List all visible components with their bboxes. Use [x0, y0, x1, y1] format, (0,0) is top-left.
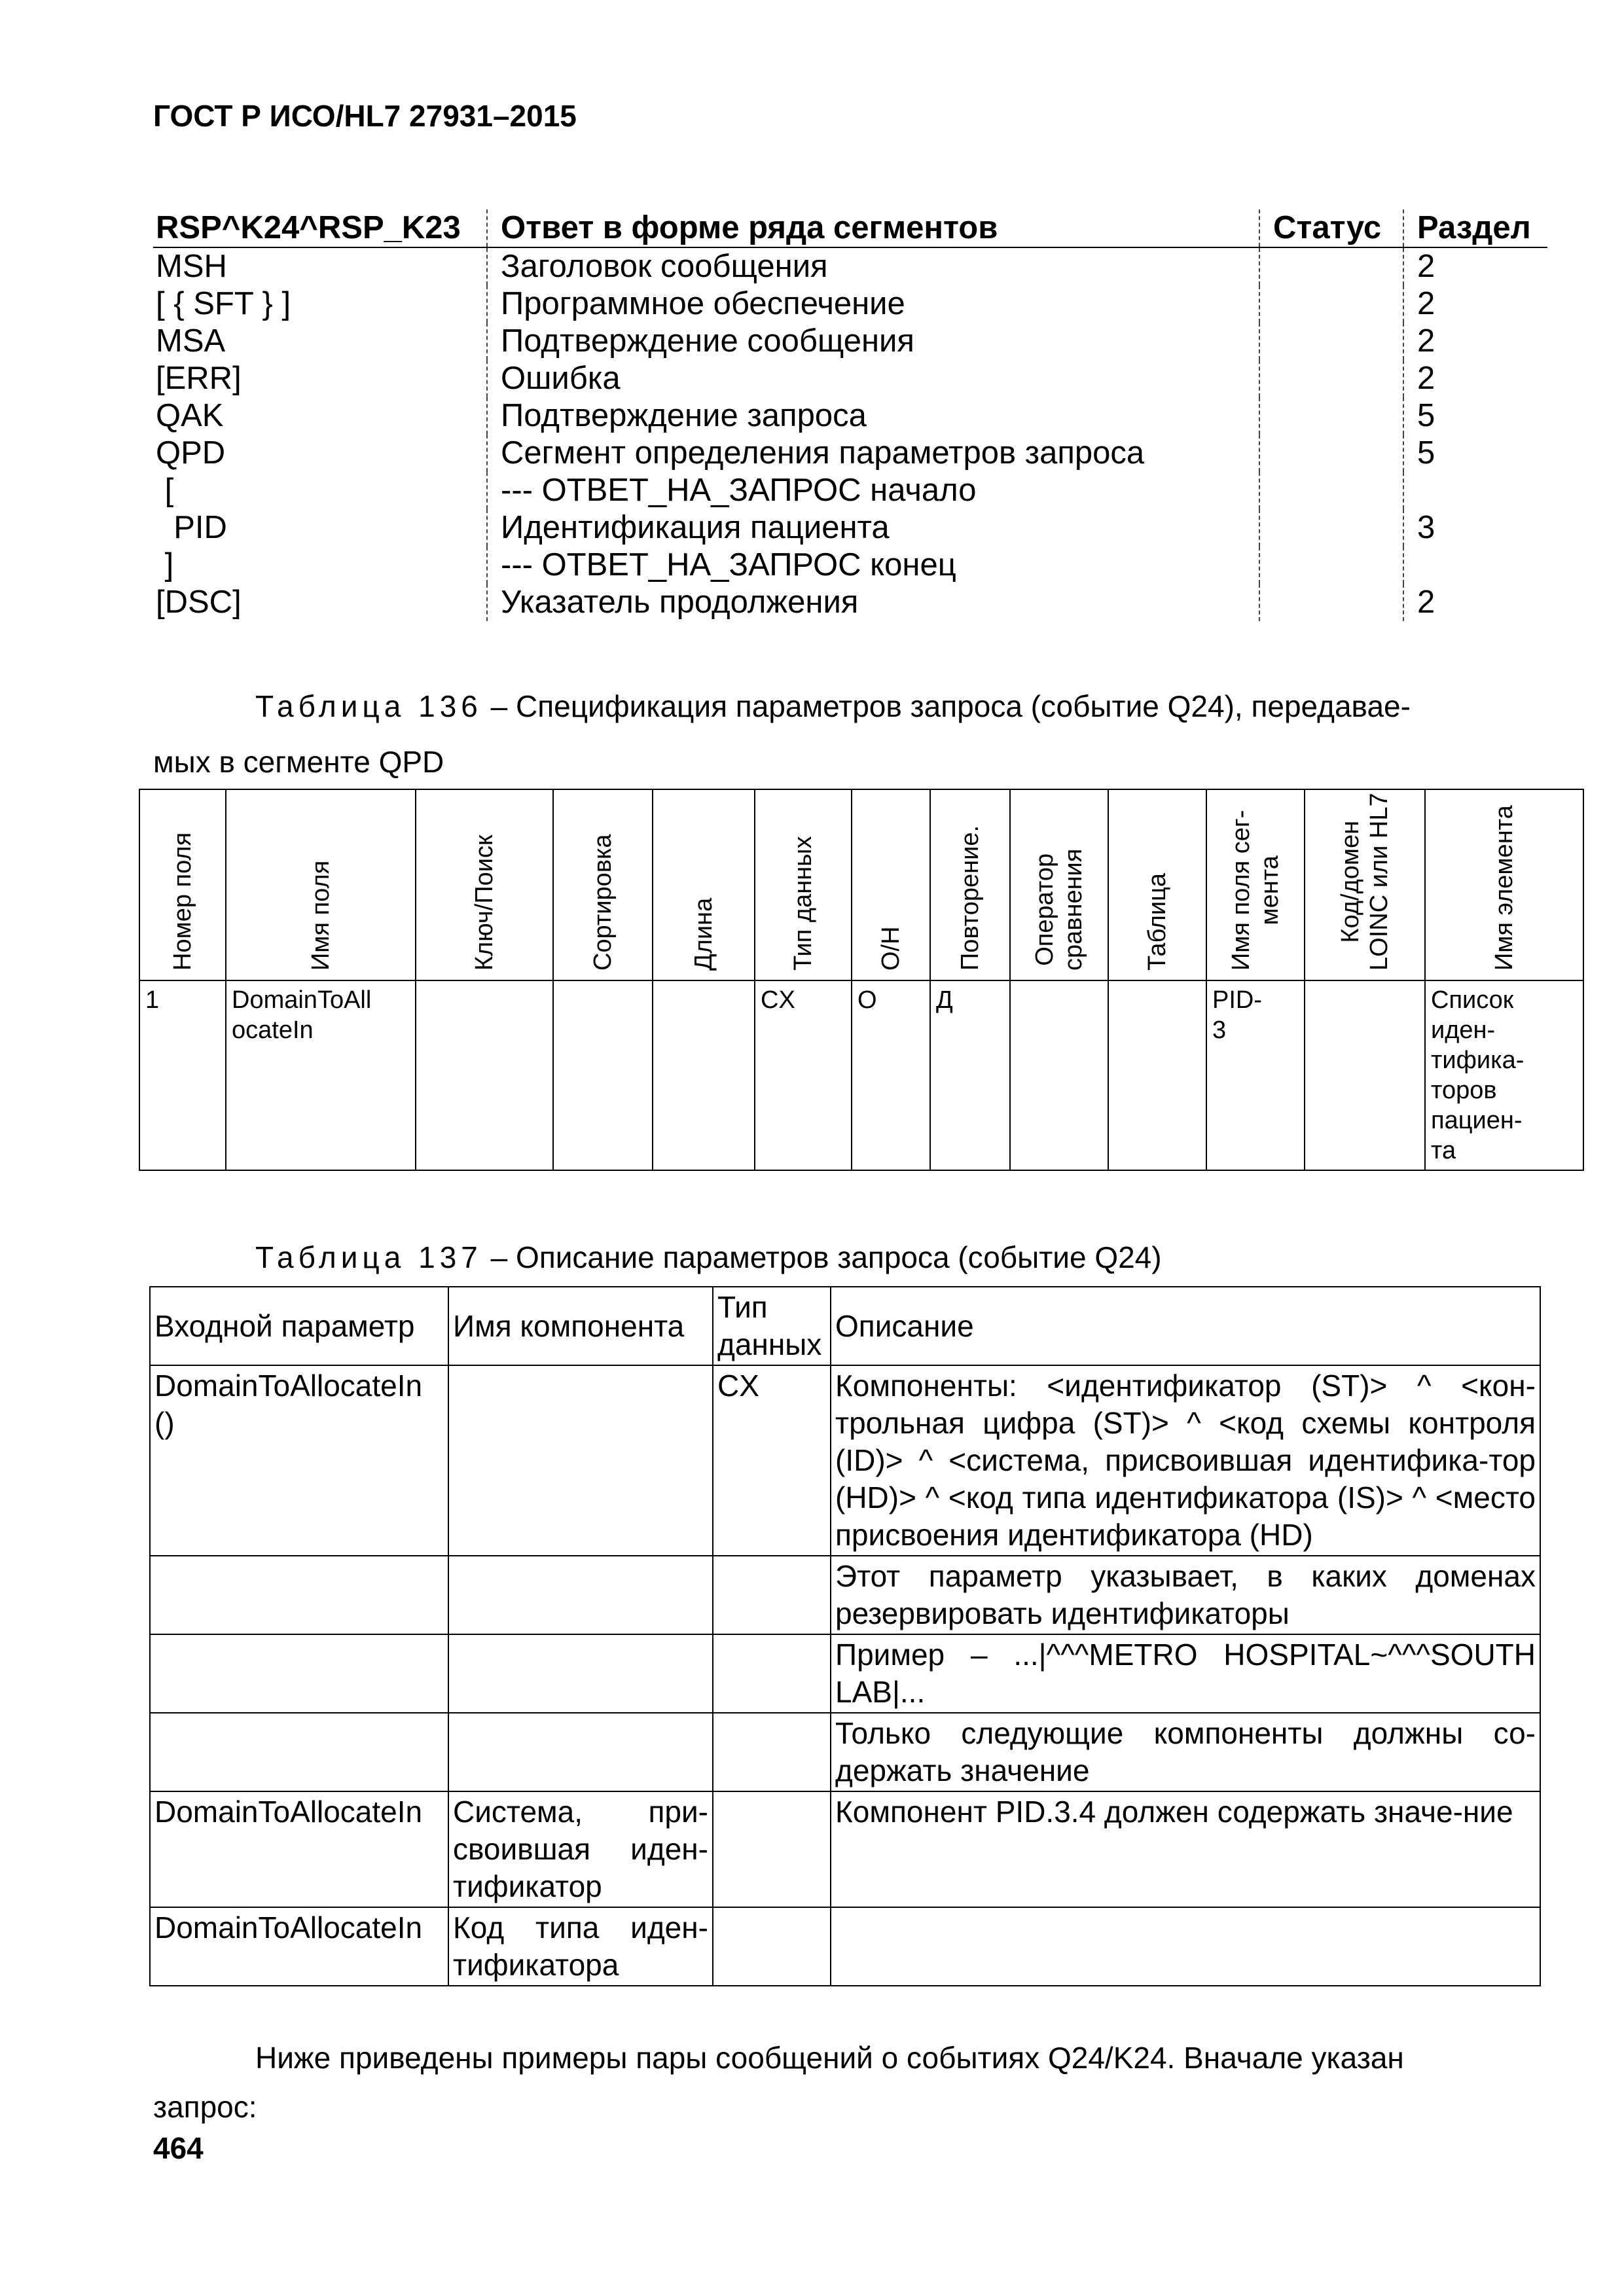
t136-cell: О	[852, 980, 930, 1170]
msg-table-cell: 2	[1403, 323, 1547, 360]
t136-header-label: Таблица	[1144, 873, 1171, 971]
t136-cell: 1	[139, 980, 226, 1170]
t136-header-label: Повторение.	[956, 825, 984, 971]
msg-table-cell: QPD	[156, 435, 226, 471]
msg-table-cell: 3	[1403, 509, 1547, 547]
t137-row	[150, 1713, 1540, 1791]
msg-table-row	[153, 247, 1547, 285]
t136-cell	[416, 980, 553, 1170]
msg-table-row	[153, 360, 1547, 397]
msg-table-row	[153, 397, 1547, 435]
t137-cell: DomainToAllocateIn ()	[150, 1365, 448, 1556]
msg-table-header-cell: Ответ в форме ряда сегментов	[487, 209, 1259, 247]
msg-table-cell	[1259, 247, 1403, 285]
table136-caption-cont: мых в сегменте QPD	[153, 745, 444, 779]
msg-table-cell	[1403, 472, 1547, 509]
document-header: ГОСТ Р ИСО/HL7 27931–2015	[153, 99, 577, 133]
msg-table-cell: MSA	[156, 323, 226, 359]
msg-table-cell	[1259, 547, 1403, 584]
t137-row	[150, 1634, 1540, 1713]
t136-header-label: Сортировка	[589, 834, 617, 971]
t136-header-cell	[1425, 789, 1583, 980]
t136-header-cell	[1010, 789, 1108, 980]
footer-paragraph-line2: запрос:	[153, 2090, 257, 2124]
t136-cell: PID- 3	[1206, 980, 1305, 1170]
msg-table-cell: 5	[1403, 397, 1547, 435]
t137-cell: Этот параметр указывает, в каких доменах резервировать идентификаторы	[831, 1556, 1540, 1634]
msg-table-cell: Подтверждение запроса	[487, 397, 1259, 435]
t136-header-cell	[1108, 789, 1206, 980]
t137-cell	[448, 1556, 713, 1634]
t137-cell	[448, 1365, 713, 1556]
t136-header-cell	[755, 789, 852, 980]
msg-table-header-cell: Раздел	[1403, 209, 1547, 247]
t136-header-label: О/Н	[877, 926, 905, 971]
t136-header-cell	[553, 789, 653, 980]
t137-cell	[150, 1634, 448, 1713]
msg-table-cell: Программное обеспечение	[487, 285, 1259, 323]
t137-row	[150, 1556, 1540, 1634]
table136-caption-label: Таблица 136	[255, 689, 482, 723]
table136-caption	[255, 687, 1411, 725]
t136-cell	[553, 980, 653, 1170]
t136-header-label: Длина	[690, 897, 717, 971]
msg-table-cell: 2	[1403, 247, 1547, 285]
t136-header-cell	[1305, 789, 1425, 980]
msg-table-cell	[1259, 472, 1403, 509]
msg-table-cell	[1259, 360, 1403, 397]
t136-header-row	[139, 789, 1583, 980]
msg-table-cell: [ { SFT } ]	[156, 286, 291, 321]
t136-header-cell	[852, 789, 930, 980]
t136-header-cell	[653, 789, 755, 980]
t136-row	[139, 980, 1583, 1170]
msg-table-row	[153, 547, 1547, 584]
msg-table-header-cell: RSP^K24^RSP_K23	[153, 209, 487, 247]
t136-cell	[1010, 980, 1108, 1170]
msg-table-cell: Заголовок сообщения	[487, 247, 1259, 285]
t137-header-row	[150, 1287, 1540, 1365]
t136-header-label: Имя поля сег- мента	[1227, 810, 1284, 971]
t137-cell: DomainToAllocateIn	[150, 1907, 448, 1986]
msg-table-row	[153, 472, 1547, 509]
msg-table-row	[153, 323, 1547, 360]
msg-table-row	[153, 584, 1547, 621]
msg-table-row	[153, 285, 1547, 323]
msg-table-cell	[1259, 285, 1403, 323]
msg-table-cell	[1403, 547, 1547, 584]
t137-cell	[713, 1791, 831, 1907]
t137-header-cell: Входной параметр	[150, 1287, 448, 1365]
msg-table-cell: --- ОТВЕТ_НА_ЗАПРОС начало	[487, 472, 1259, 509]
t137-cell: Только следующие компоненты должны со-держать значение	[831, 1713, 1540, 1791]
table-136	[139, 789, 1584, 1171]
msg-table-cell: MSH	[156, 249, 227, 284]
msg-table-header-cell: Статус	[1259, 209, 1403, 247]
table137-caption	[255, 1238, 1162, 1276]
table137-caption-label: Таблица 137	[255, 1240, 482, 1274]
msg-table-cell: 2	[1403, 584, 1547, 621]
table137-caption-text: – Описание параметров запроса (событие Q24)	[482, 1240, 1162, 1274]
msg-table-cell: --- ОТВЕТ_НА_ЗАПРОС конец	[487, 547, 1259, 584]
t137-cell	[713, 1556, 831, 1634]
msg-table-row	[153, 509, 1547, 547]
msg-table-cell: Сегмент определения параметров запроса	[487, 435, 1259, 472]
t137-cell	[831, 1907, 1540, 1986]
t137-cell: Компоненты: <идентификатор (ST)> ^ <кон-трольная цифра (ST)> ^ <код схемы контроля (ID)> ^ <система, присвоившая идентифика-тор (HD)> ^ <код типа идентификатора (IS)> ^ <место присвоения идентификатора (HD)	[831, 1365, 1540, 1556]
t136-header-label: Номер поля	[169, 832, 196, 971]
t136-header-cell	[139, 789, 226, 980]
t136-header-label: Оператор сравнения	[1031, 848, 1087, 971]
page-number: 464	[153, 2131, 204, 2165]
t137-cell: Пример – ...|^^^METRO HOSPITAL~^^^SOUTH LAB|...	[831, 1634, 1540, 1713]
msg-table-cell: 2	[1403, 285, 1547, 323]
t137-cell: DomainToAllocateIn	[150, 1791, 448, 1907]
t136-cell: Список иден- тифика- торов пациен- та	[1425, 980, 1583, 1170]
t136-header-label: Код/домен LOINC или HL7	[1337, 793, 1393, 971]
t137-cell: Система, при-своившая иден-тификатор	[448, 1791, 713, 1907]
t137-cell	[150, 1556, 448, 1634]
t137-cell: Компонент PID.3.4 должен содержать значе-ние	[831, 1791, 1540, 1907]
t136-header-label: Тип данных	[789, 836, 817, 971]
msg-table-cell: PID	[156, 510, 227, 545]
msg-table-cell	[1259, 397, 1403, 435]
table-137	[149, 1286, 1541, 1986]
msg-table-row	[153, 435, 1547, 472]
t136-cell	[653, 980, 755, 1170]
t136-header-label: Имя элемента	[1490, 805, 1518, 971]
footer-paragraph-line1: Ниже приведены примеры пары сообщений о событиях Q24/K24. Вначале указан	[255, 2041, 1404, 2075]
t137-row	[150, 1791, 1540, 1907]
t137-cell	[713, 1634, 831, 1713]
t137-cell	[713, 1713, 831, 1791]
t137-cell	[448, 1634, 713, 1713]
message-structure-table	[153, 209, 1547, 621]
msg-table-header-row	[153, 209, 1547, 247]
msg-table-cell: ]	[156, 547, 174, 583]
t136-header-cell	[416, 789, 553, 980]
t136-cell: CX	[755, 980, 852, 1170]
t137-header-cell: Тип данных	[713, 1287, 831, 1365]
t136-header-cell	[1206, 789, 1305, 980]
msg-table-cell	[1259, 509, 1403, 547]
t137-header-cell: Описание	[831, 1287, 1540, 1365]
msg-table-cell: [ERR]	[156, 361, 242, 396]
t137-cell: Код типа иден-тификатора	[448, 1907, 713, 1986]
msg-table-cell: Идентификация пациента	[487, 509, 1259, 547]
msg-table-cell	[1259, 323, 1403, 360]
msg-table-cell: 2	[1403, 360, 1547, 397]
t136-cell	[1305, 980, 1425, 1170]
t137-row	[150, 1907, 1540, 1986]
t137-cell	[150, 1713, 448, 1791]
msg-table-cell	[1259, 435, 1403, 472]
msg-table-cell: Указатель продолжения	[487, 584, 1259, 621]
t137-cell	[713, 1907, 831, 1986]
msg-table-cell: [	[156, 473, 174, 508]
msg-table-cell: [DSC]	[156, 584, 242, 620]
msg-table-cell: Ошибка	[487, 360, 1259, 397]
t136-header-cell	[226, 789, 416, 980]
t136-cell	[1108, 980, 1206, 1170]
t137-header-cell: Имя компонента	[448, 1287, 713, 1365]
t136-cell: Д	[930, 980, 1010, 1170]
t136-header-label: Имя поля	[307, 860, 334, 971]
msg-table-cell: 5	[1403, 435, 1547, 472]
t137-row	[150, 1365, 1540, 1556]
table136-caption-text: – Спецификация параметров запроса (событие Q24), передавае-	[482, 689, 1411, 723]
t136-header-cell	[930, 789, 1010, 980]
msg-table-cell: QAK	[156, 398, 224, 433]
t136-cell: DomainToAll ocateIn	[226, 980, 416, 1170]
t136-header-label: Ключ/Поиск	[471, 834, 498, 971]
msg-table-cell	[1259, 584, 1403, 621]
msg-table-cell: Подтверждение сообщения	[487, 323, 1259, 360]
t137-cell: CX	[713, 1365, 831, 1556]
t137-cell	[448, 1713, 713, 1791]
